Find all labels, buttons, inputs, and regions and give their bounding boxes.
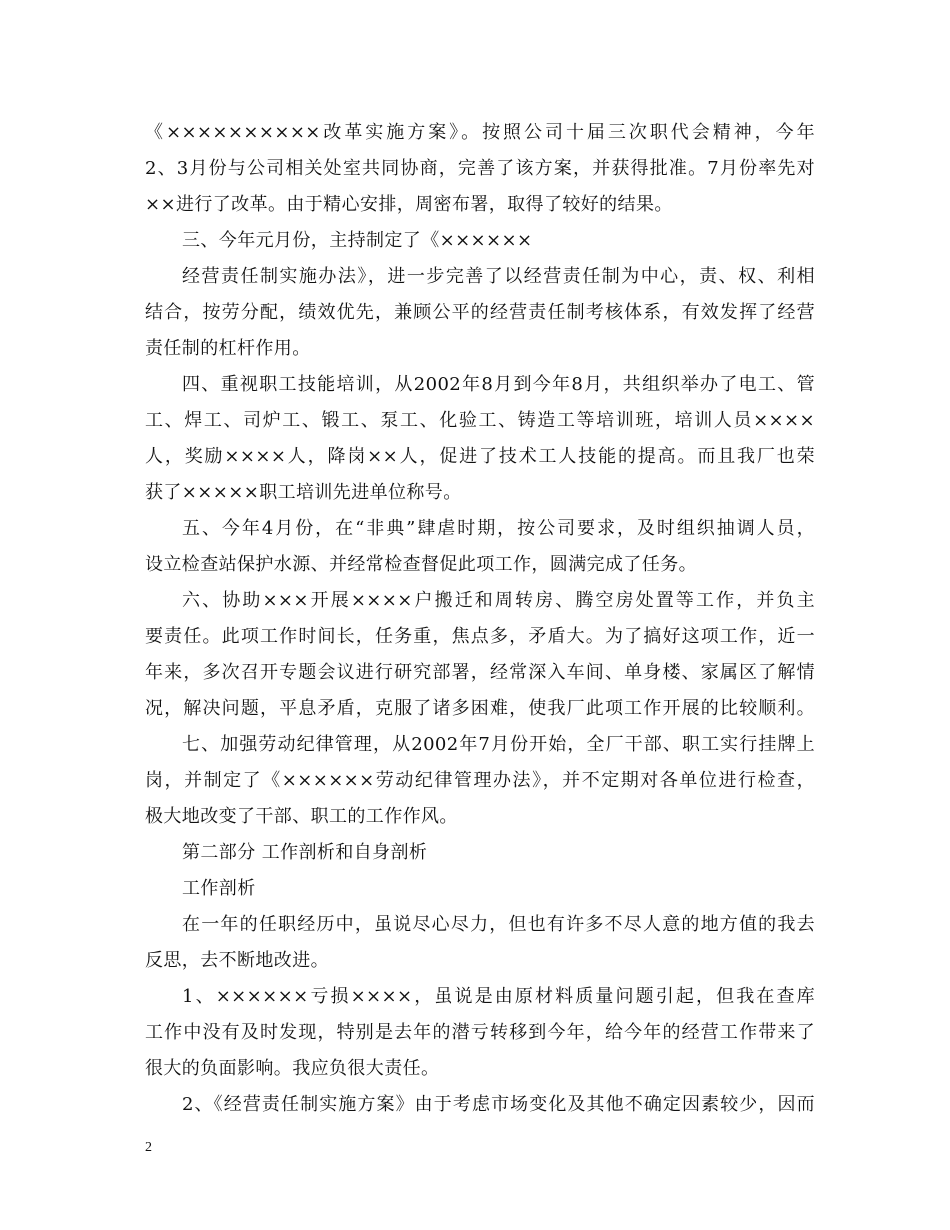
- document-body: [145, 115, 815, 1123]
- text-line: 结合，按劳分配，绩效优先，兼顾公平的经营责任制考核体系，有效发挥了经营: [145, 302, 815, 323]
- text-line: 反思，去不断地改进。: [145, 950, 329, 971]
- text-line: 设立检查站保护水源、并经常检查督促此项工作，圆满完成了任务。: [145, 554, 697, 575]
- text-line: 第二部分 工作剖析和自身剖析: [182, 842, 428, 863]
- text-line: 七、加强劳动纪律管理，从2002年7月份开始，全厂干部、职工实行挂牌上: [182, 734, 815, 755]
- text-line: 获了×××××职工培训先进单位称号。: [145, 482, 462, 503]
- text-line: 责任制的杠杆作用。: [145, 338, 311, 359]
- text-line: 2、《经营责任制实施方案》由于考虑市场变化及其他不确定因素较少，因而: [182, 1094, 815, 1115]
- text-line: 四、重视职工技能培训，从2002年8月到今年8月，共组织举办了电工、管: [182, 374, 815, 395]
- text-line: 五、今年4月份，在“非典”肆虐时期，按公司要求，及时组织抽调人员，: [182, 518, 815, 539]
- text-line: 经营责任制实施办法》，进一步完善了以经营责任制为中心，责、权、利相: [182, 266, 815, 287]
- text-line: 1、××××××亏损××××，虽说是由原材料质量问题引起，但我在查库: [182, 986, 815, 1007]
- text-line: ××进行了改革。由于精心安排，周密布署，取得了较好的结果。: [145, 194, 673, 215]
- text-line: 工作剖析: [182, 878, 256, 899]
- text-line: 六、协助×××开展××××户搬迁和周转房、腾空房处置等工作，并负主: [182, 590, 815, 611]
- text-line: 要责任。此项工作时间长，任务重，焦点多，矛盾大。为了搞好这项工作，近一: [145, 626, 815, 647]
- text-line: 很大的负面影响。我应负很大责任。: [145, 1058, 440, 1079]
- text-line: 2、3月份与公司相关处室共同协商，完善了该方案，并获得批准。7月份率先对: [145, 158, 815, 179]
- text-line: 极大地改变了干部、职工的工作作风。: [145, 806, 458, 827]
- text-line: 三、今年元月份，主持制定了《××××××: [182, 230, 533, 251]
- text-line: 人，奖励××××人，降岗××人，促进了技术工人技能的提高。而且我厂也荣: [145, 446, 815, 467]
- text-line: 年来，多次召开专题会议进行研究部署，经常深入车间、单身楼、家属区了解情: [145, 662, 815, 683]
- text-line: 在一年的任职经历中，虽说尽心尽力，但也有许多不尽人意的地方值的我去: [182, 914, 815, 935]
- text-line: 工作中没有及时发现，特别是去年的潜亏转移到今年，给今年的经营工作带来了: [145, 1022, 815, 1043]
- text-line: 工、焊工、司炉工、锻工、泵工、化验工、铸造工等培训班，培训人员××××: [145, 410, 815, 431]
- text-line: 况，解决问题，平息矛盾，克服了诸多困难，使我厂此项工作开展的比较顺利。: [145, 698, 815, 719]
- text-line: 《××××××××××改革实施方案》。按照公司十届三次职代会精神，今年: [145, 122, 815, 143]
- page-number: 2: [145, 1140, 152, 1155]
- text-line: 岗，并制定了《××××××劳动纪律管理办法》，并不定期对各单位进行检查，: [145, 770, 815, 791]
